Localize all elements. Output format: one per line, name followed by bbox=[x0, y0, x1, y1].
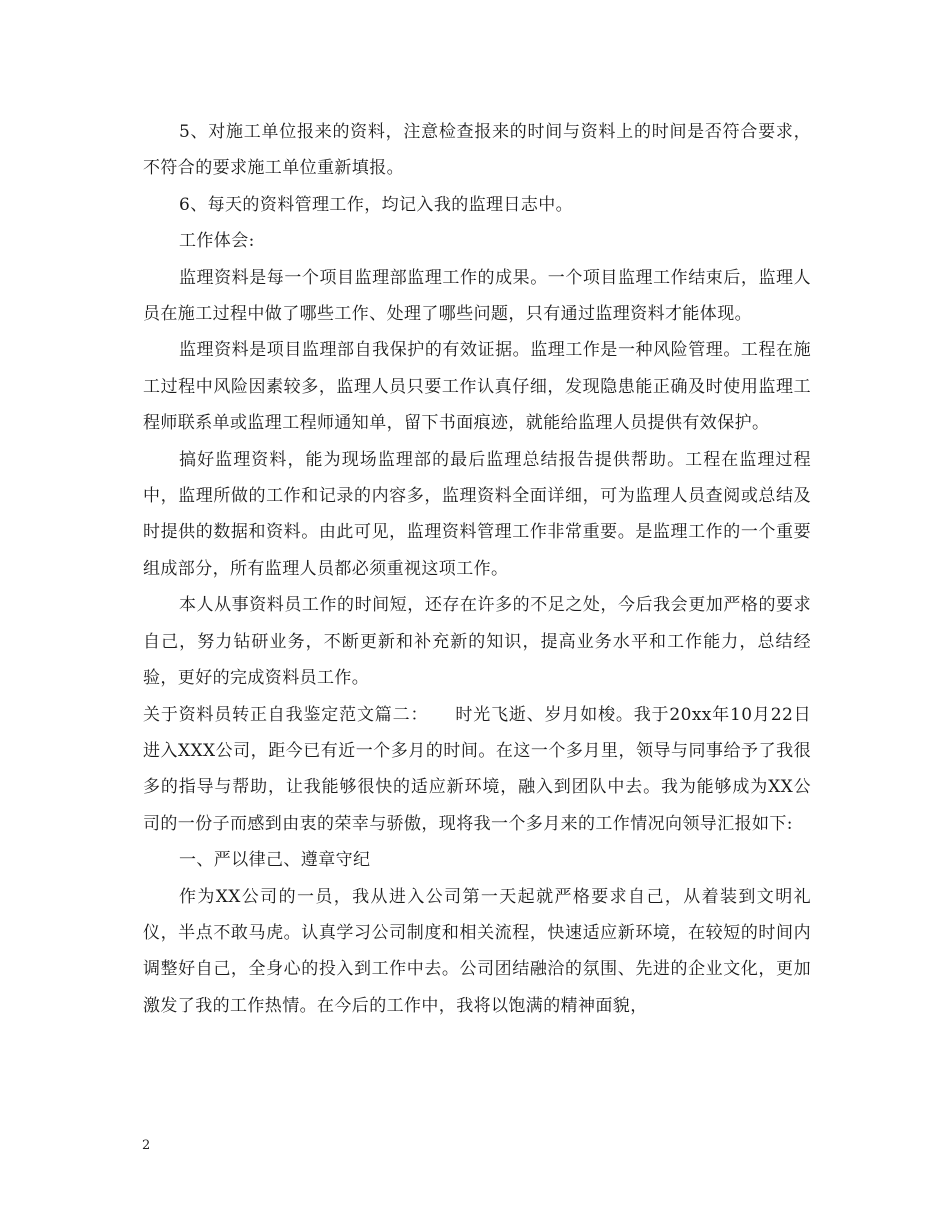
document-body bbox=[143, 114, 811, 1024]
paragraph: 监理资料是每一个项目监理部监理工作的成果。一个项目监理工作结束后，监理人员在施工过程中做了哪些工作、处理了哪些问题，只有通过监理资料才能体现。 bbox=[143, 267, 811, 325]
paragraph: 作为XX公司的一员，我从进入公司第一天起就严格要求自己，从着装到文明礼仪，半点不敢马虎。认真学习公司制度和相关流程，快速适应新环境，在较短的时间内调整好自己，全身心的投入到工作中去。公司团结融洽的氛围、先进的企业文化，更加激发了我的工作热情。在今后的工作中，我将以饱满的精神面貌， bbox=[143, 886, 811, 1016]
paragraph: 关于资料员转正自我鉴定范文篇二： 时光飞逝、岁月如梭。我于20xx年10月22日进入XXX公司，距今已有近一个多月的时间。在这一个多月里，领导与同事给予了我很多的指导与帮助，让我能够很快的适应新环境，融入到团队中去。我为能够成为XX公司的一份子而感到由衷的荣幸与骄傲，现将我一个多月来的工作情况向领导汇报如下: bbox=[143, 704, 811, 834]
paragraph: 本人从事资料员工作的时间短，还存在许多的不足之处，今后我会更加严格的要求自己，努力钻研业务，不断更新和补充新的知识，提高业务水平和工作能力，总结经验，更好的完成资料员工作。 bbox=[143, 595, 811, 689]
page-number: 2 bbox=[142, 1138, 151, 1153]
paragraph: 监理资料是项目监理部自我保护的有效证据。监理工作是一种风险管理。工程在施工过程中风险因素较多，监理人员只要工作认真仔细，发现隐患能正确及时使用监理工程师联系单或监理工程师通知单，留下书面痕迹，就能给监理人员提供有效保护。 bbox=[143, 340, 811, 434]
paragraph: 6、每天的资料管理工作，均记入我的监理日志中。 bbox=[179, 194, 574, 215]
section-heading: 一、严以律己、遵章守纪 bbox=[179, 850, 371, 871]
paragraph: 搞好监理资料，能为现场监理部的最后监理总结报告提供帮助。工程在监理过程中，监理所做的工作和记录的内容多，监理资料全面详细，可为监理人员查阅或总结及时提供的数据和资料。由此可见，监理资料管理工作非常重要。是监理工作的一个重要组成部分，所有监理人员都必须重视这项工作。 bbox=[143, 449, 811, 579]
section-heading: 工作体会: bbox=[179, 231, 255, 252]
paragraph: 5、对施工单位报来的资料，注意检查报来的时间与资料上的时间是否符合要求，不符合的要求施工单位重新填报。 bbox=[143, 122, 811, 179]
